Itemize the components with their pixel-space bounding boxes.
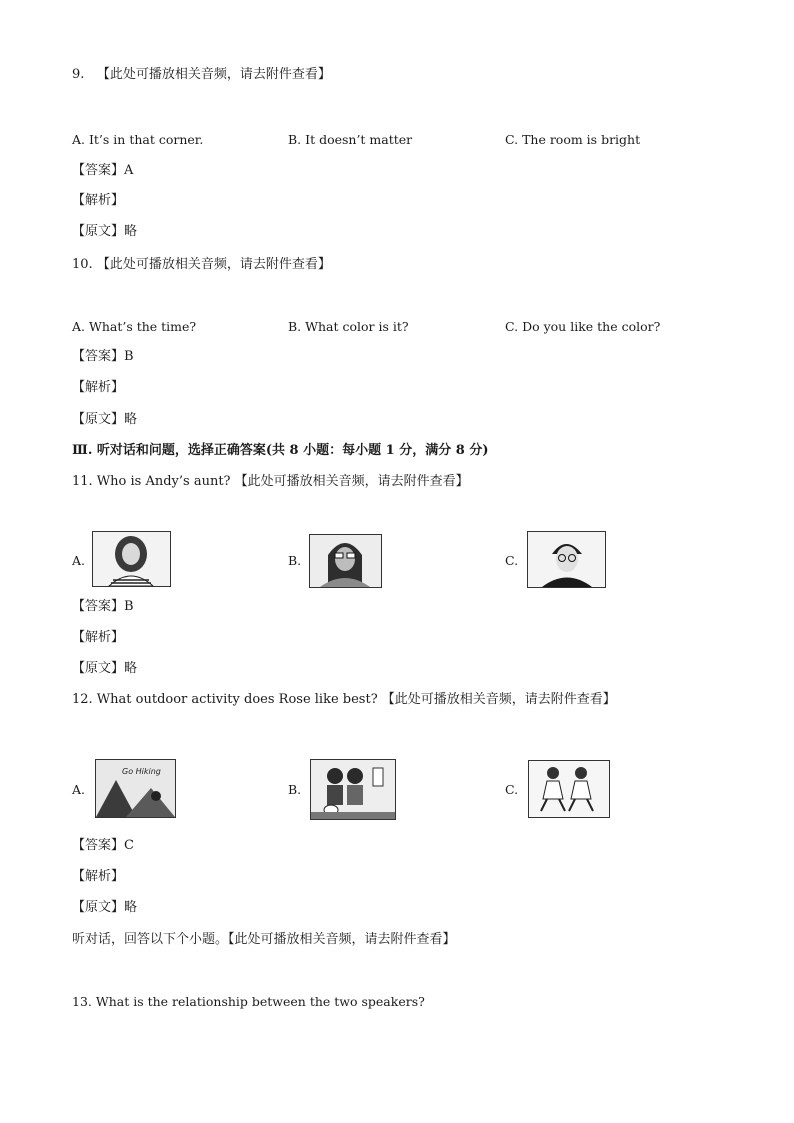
q12-option-c-label[interactable]: C.	[505, 782, 519, 797]
q12-pic-b-two-kids[interactable]	[310, 759, 396, 820]
q11-answer: 【答案】B	[72, 599, 134, 614]
q11-pic-b-woman-glasses[interactable]	[309, 534, 382, 588]
section-3-title: Ⅲ. 听对话和问题，选择正确答案(共 8 小题：每小题 1 分，满分 8 分)	[72, 443, 489, 458]
q9-prompt	[72, 66, 331, 84]
q9-analysis: 【解析】	[72, 193, 125, 208]
q11-pic-a-woman-striped-shirt[interactable]	[92, 531, 171, 587]
q10-audio-link[interactable]: 【此处可播放相关音频，请去附件查看】	[96, 257, 331, 272]
q11-pic-c-man-glasses[interactable]	[527, 531, 606, 588]
q10-option-c[interactable]: C. Do you like the color?	[505, 319, 661, 334]
woman-curly-hair-icon	[93, 532, 170, 586]
q10-analysis: 【解析】	[72, 380, 125, 395]
q10-answer: 【答案】B	[72, 349, 134, 364]
q13-text: 13. What is the relationship between the two speakers?	[72, 994, 425, 1009]
q10-option-b[interactable]: B. What color is it?	[288, 319, 409, 334]
q10-number: 10.	[72, 257, 93, 272]
q12-pic-a-caption: Go Hiking	[122, 767, 161, 776]
q12-analysis: 【解析】	[72, 869, 125, 884]
dialog-intro[interactable]: 听对话，回答以下个小题。【此处可播放相关音频，请去附件查看】	[72, 932, 456, 947]
q12-pic-a-hiking[interactable]	[95, 759, 176, 818]
q12-text: 12. What outdoor activity does Rose like best? 【此处可播放相关音频，请去附件查看】	[72, 692, 616, 707]
q12-original: 【原文】略	[72, 900, 138, 915]
woman-glasses-icon	[310, 535, 381, 587]
q9-original: 【原文】略	[72, 224, 138, 239]
hiking-icon	[96, 760, 175, 817]
running-kids-icon	[529, 761, 609, 817]
q12-option-a-label[interactable]: A.	[72, 782, 86, 797]
q10-original: 【原文】略	[72, 412, 138, 427]
q11-option-c-label[interactable]: C.	[505, 553, 519, 568]
q12-option-b-label[interactable]: B.	[288, 782, 302, 797]
q11-option-b-label[interactable]: B.	[288, 553, 302, 568]
q9-number: 9.	[72, 67, 85, 82]
q10-prompt	[72, 256, 331, 274]
q9-option-b[interactable]: B. It doesn’t matter	[288, 132, 413, 147]
kids-icon	[311, 760, 395, 819]
man-glasses-icon	[528, 532, 605, 587]
q11-analysis: 【解析】	[72, 630, 125, 645]
q12-answer: 【答案】C	[72, 838, 134, 853]
q9-answer: 【答案】A	[72, 163, 134, 178]
q11-text: 11. Who is Andy’s aunt? 【此处可播放相关音频，请去附件查看】	[72, 474, 469, 489]
q11-option-a-label[interactable]: A.	[72, 553, 86, 568]
q10-option-a[interactable]: A. What’s the time?	[72, 319, 197, 334]
q12-pic-c-running-kids[interactable]	[528, 760, 610, 818]
q9-option-c[interactable]: C. The room is bright	[505, 132, 641, 147]
q9-audio-link[interactable]: 【此处可播放相关音频，请去附件查看】	[96, 67, 331, 82]
q11-original: 【原文】略	[72, 661, 138, 676]
q9-option-a[interactable]: A. It’s in that corner.	[72, 132, 204, 147]
